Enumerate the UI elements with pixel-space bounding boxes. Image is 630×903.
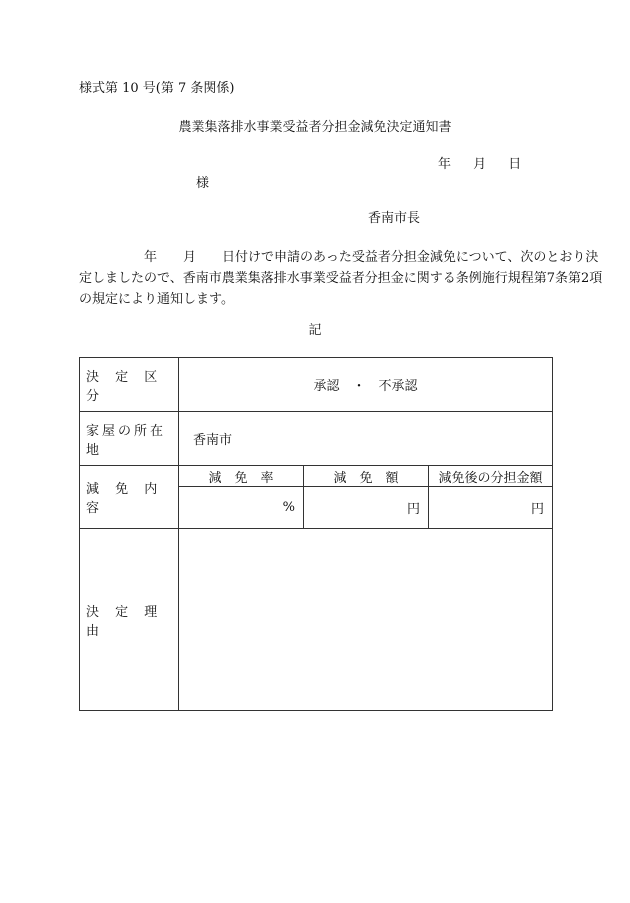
col-amount-header: 減 免 額 — [304, 466, 429, 487]
form-number: 様式第 10 号(第 7 条関係) — [79, 81, 235, 96]
reason-label: 決 定 理 由 — [80, 529, 179, 711]
recipient-suffix: 様 — [196, 176, 210, 191]
ki-heading: 記 — [308, 323, 322, 338]
amount-value-cell: 円 — [304, 487, 429, 529]
house-location-row — [80, 412, 553, 466]
after-value-cell: 円 — [429, 487, 553, 529]
rate-value-cell: % — [179, 487, 304, 529]
reason-row — [80, 529, 553, 711]
date-line: 年 月 日 — [438, 157, 522, 172]
document-title: 農業集落排水事業受益者分担金減免決定通知書 — [178, 120, 452, 135]
col-rate-header: 減 免 率 — [179, 466, 304, 487]
reason-value — [179, 529, 553, 711]
decision-row — [80, 358, 553, 412]
notice-body-line-2: 定しましたので、香南市農業集落排水事業受益者分担金に関する条例施行規程第7条第2項 — [79, 271, 603, 286]
reduction-header-row — [80, 466, 553, 487]
house-location-value: 香南市 — [179, 412, 553, 466]
reduction-label: 減 免 内 容 — [80, 466, 179, 529]
notice-body-line-3: の規定により通知します。 — [79, 292, 234, 307]
decision-table — [79, 357, 553, 711]
notice-body-line-1: 年 月 日付けで申請のあった受益者分担金減免について、次のとおり決 — [79, 250, 599, 265]
col-after-header: 減免後の分担金額 — [429, 466, 553, 487]
notice-body — [79, 247, 603, 310]
decision-label: 決 定 区 分 — [80, 358, 179, 412]
issuer-name: 香南市長 — [368, 211, 421, 226]
decision-value: 承認 ・ 不承認 — [179, 358, 553, 412]
house-location-label: 家屋の所在地 — [80, 412, 179, 466]
